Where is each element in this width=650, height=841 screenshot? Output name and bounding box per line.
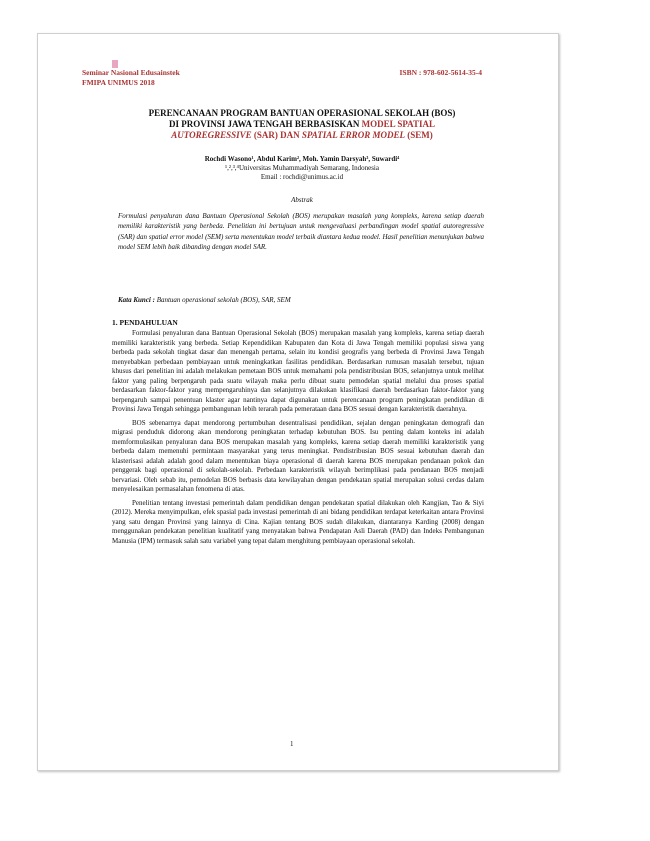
abstract-heading: Abstrak (291, 196, 313, 204)
title-line-2a: DI PROVINSI JAWA TENGAH BERBASISKAN (168, 119, 362, 129)
title-line-2 (112, 119, 492, 130)
section-body (112, 329, 484, 550)
conference-name: Seminar Nasional Edusainstek (82, 68, 180, 77)
paragraph-3: Penelitian tentang investasi pemerintah dalam pendidikan dengan pendekatan spatial dilakukan oleh Kangjian, Tao & Siyi (2012). Mereka menyimpulkan, efek spasial pada investasi pemerintah di ani bidang pendidikan terdapat keterkaitan antara Provinsi yang satu dengan Provinsi yang lainnya di Cina. Kajian tentang BOS sudah dilakukan, diantaranya Karding (2008) dengan menggunakan pendekatan penelitian kualitatif yang menyatakan bahwa Pendapatan Asli Daerah (PAD) dan Indeks Pembangunan Manusia (IPM) termasuk salah satu variabel yang tepat dalam menghitung pembiayaan operasional sekolah. (112, 498, 484, 545)
page-number: 1 (290, 740, 294, 748)
author-block (112, 155, 492, 182)
author-names: Rochdi Wasono¹, Abdul Karim², Moh. Yamin Darsyah³, Suwardi⁴ (204, 155, 400, 163)
author-email: Email : rochdi@unimus.ac.id (260, 173, 344, 181)
keywords (118, 296, 484, 304)
title-dan: (SAR) DAN (251, 130, 302, 140)
title-line-3 (112, 130, 492, 141)
section-heading: 1. PENDAHULUAN (112, 318, 178, 327)
paragraph-2: BOS sebenarnya dapat mendorong pertumbuhan desentralisasi pendidikan, sejalan dengan peningkatan demografi dan migrasi penduduk didorong akan mendorong peningkatan terhadap kebutuhan BOS. Isu penting dalam konteks ini adalah memformulasikan penyaluran dana BOS merupakan masalah yang kompleks, karena setiap daerah memiliki karakteristik yang berbeda dalam memenuhi permintaan masyarakat yang terus meningkat. Pendistribusian BOS sesuai kebutuhan daerah dan klasterisasi adalah adalah good dalam menentukan biaya operasional di daerah karena BOS merupakan pendanaan pokok dan penggerak bagi operasional di sekolah-sekolah. Perbedaan karakteristik wilayah berimplikasi pada pendanaan BOS menjadi bervariasi. Oleh sebab itu, pemodelan BOS berbasis data kewilayahan dengan pendekatan spatial merupakan solusi cerdas dalam menyelesaikan permasalahan fenomena di atas. (112, 418, 484, 493)
highlight-marker (112, 60, 118, 68)
author-affiliation: ¹,²,³,⁴Universitas Muhammadiyah Semarang, Indonesia (225, 164, 379, 172)
title-sem: SPATIAL ERROR MODEL (301, 130, 405, 140)
paper-title (112, 108, 492, 141)
title-line-1: PERENCANAAN PROGRAM BANTUAN OPERASIONAL SEKOLAH (BOS) (148, 108, 456, 118)
title-sar: AUTOREGRESSIVE (171, 130, 252, 140)
paragraph-1: Formulasi penyaluran dana Bantuan Operasional Sekolah (BOS) merupakan masalah yang kompleks, karena setiap daerah memiliki karakteristik yang berbeda. Setiap Kependidikan Kabupaten dan Kota di Jawa Tengah memiliki populasi siswa yang berbeda pada sekolah tingkat dasar dan menengah pertama, selain itu kondisi geografis yang berbeda di Provinsi Jawa Tengah menyebabkan perbedaan pembiayaan untuk meningkatkan fasilitas pendidikan. Berdasarkan rumusan masalah tersebut, tujuan khusus dari penelitian ini adalah melakukan pemetaan BOS untuk memahami pola pendistribusian BOS, selanjutnya untuk melihat faktor yang paling berpengaruh pada suatu wilayah maka perlu dibuat suatu pemodelan spatial melalui dua proses spatial berdasarkan faktor-faktor yang mempengaruhinya dan selanjutnya dilakukan klasifikasi daerah berdasarkan faktor-faktor yang berpengaruh sampai penentuan klaster agar nantinya dapat digunakan untuk perencanaan program peningkatan pendidikan di Provinsi Jawa Tengah sehingga pembangunan lebih terarah pada pemerataan dana BOS sesuai dengan karakteristik daerahnya. (112, 329, 484, 413)
abstract-text: Formulasi penyaluran dana Bantuan Operasional Sekolah (BOS) merupakan masalah yang kompleks, karena setiap daerah memiliki karakteristik yang berbeda. Penelitian ini bertujuan untuk mengevaluasi perbandingan model spatial autoregressive (SAR) dan spatial error model (SEM) serta menentukan model terbaik diantara kedua model. Hasil penelitian menunjukan bahwa model SEM lebih baik dibanding dengan model SAR. (118, 212, 484, 251)
keywords-text: Bantuan operasional sekolah (BOS), SAR, SEM (154, 296, 291, 304)
title-sem-abbrev: (SEM) (404, 130, 433, 140)
page-header (82, 68, 482, 88)
isbn: ISBN : 978-602-5614-35-4 (399, 68, 482, 77)
title-model-spatial: MODEL SPATIAL (361, 119, 436, 129)
title-line-2b (362, 119, 435, 129)
conference-faculty: FMIPA UNIMUS 2018 (82, 78, 155, 87)
keywords-label: Kata Kunci : (118, 296, 155, 304)
